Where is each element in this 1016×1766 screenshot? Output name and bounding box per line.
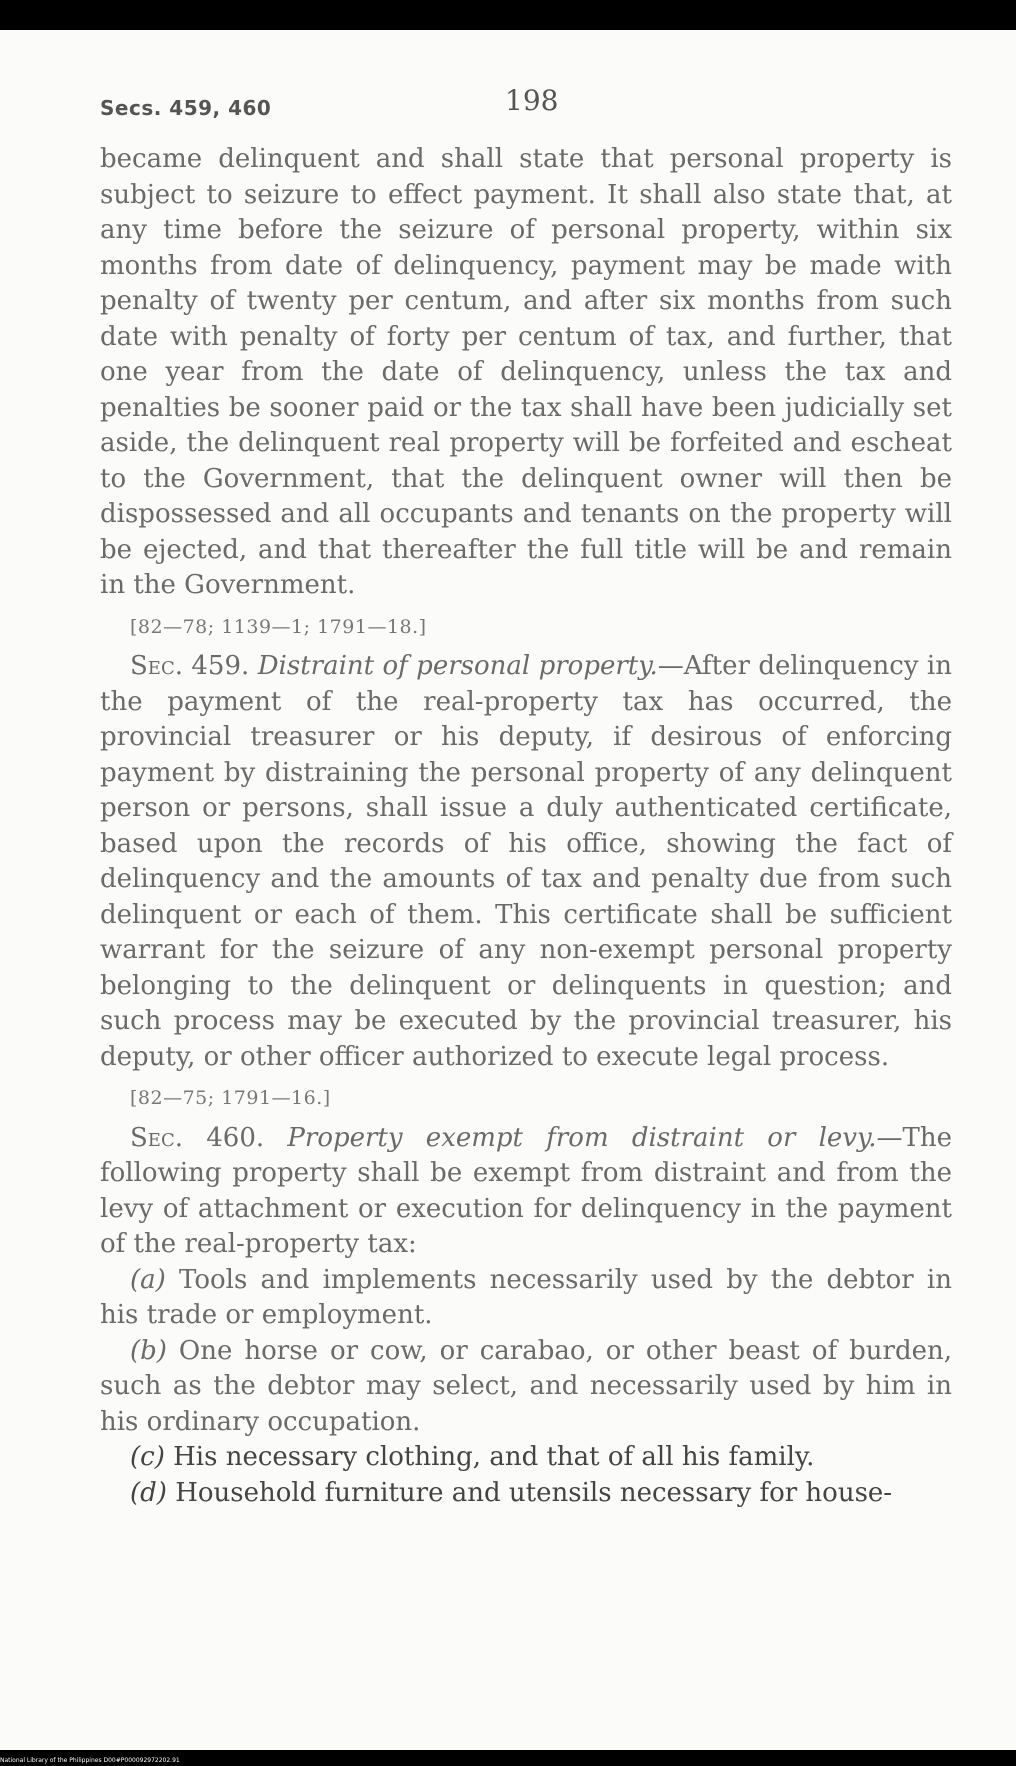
section-label: Sec. 460. <box>130 1122 265 1153</box>
body-text <box>100 142 952 1511</box>
section-title: Distraint of personal property. <box>257 651 658 681</box>
item-letter: (a) <box>130 1264 166 1295</box>
item-text: Tools and implements necessarily used by the debtor in his trade or employment. <box>100 1264 952 1330</box>
item-letter: (c) <box>130 1442 165 1472</box>
list-item <box>100 1440 952 1476</box>
document-page <box>0 30 1016 1750</box>
section-header: Secs. 459, 460 <box>100 96 272 120</box>
paragraph-continuation: became delinquent and shall state that personal property is subject to seizure to effect payment. It shall also state that, at any time before the seizure of personal property, within six months from date of delinquency, payment may be made with penalty of twenty per centum, and after six months from such date with penalty of forty per centum of tax, and further, that one year from the date of delinquency, unless the tax and penalties be sooner paid or the tax shall have been judicially set aside, the delinquent real property will be forfeited and escheat to the Government, that the delinquent owner will then be dispossessed and all occupants and tenants on the property will be ejected, and that thereafter the full title will be and remain in the Government. <box>100 144 952 600</box>
scan-footer: National Library of the Philippines D00#P000092972202.91 <box>0 1757 180 1764</box>
list-item <box>100 1334 952 1441</box>
item-text: His necessary clothing, and that of all his family. <box>164 1442 815 1472</box>
item-text: Household furniture and utensils necessary for house- <box>166 1477 893 1508</box>
section-459 <box>100 649 952 1075</box>
item-text: One horse or cow, or carabao, or other beast of burden, such as the debtor may select, and necessarily used by him in his ordinary occupation. <box>100 1335 952 1437</box>
section-text: —The following property shall be exempt from distraint and from the levy of attachment or execution for delinquency in the payment of the real-property tax: <box>100 1122 952 1259</box>
list-item <box>100 1476 952 1512</box>
section-title: Property exempt from distraint or levy. <box>287 1122 877 1153</box>
section-text: —After delinquency in the payment of the real-property tax has occurred, the provincial treasurer or his deputy, if desirous of enforcing payment by distraining the personal property of any delinquent person or persons, shall issue a duly authenticated certificate, based upon the records of his office, showing the fact of delinquency and the amounts of tax and penalty due from such delinquent or each of them. This certificate shall be sufficient warrant for the seizure of any non-exempt personal property belonging to the delinquent or delinquents in question; and such process may be executed by the provincial treasurer, his deputy, or other officer authorized to execute legal process. <box>100 651 952 1072</box>
page-number: 198 <box>505 84 559 117</box>
citation: [82—75; 1791—16.] <box>130 1087 331 1109</box>
item-letter: (d) <box>130 1477 167 1508</box>
section-label: Sec. 459. <box>130 651 250 681</box>
item-letter: (b) <box>130 1335 167 1366</box>
section-460 <box>100 1121 952 1263</box>
citation: [82—78; 1139—1; 1791—18.] <box>130 615 427 638</box>
list-item <box>100 1263 952 1334</box>
